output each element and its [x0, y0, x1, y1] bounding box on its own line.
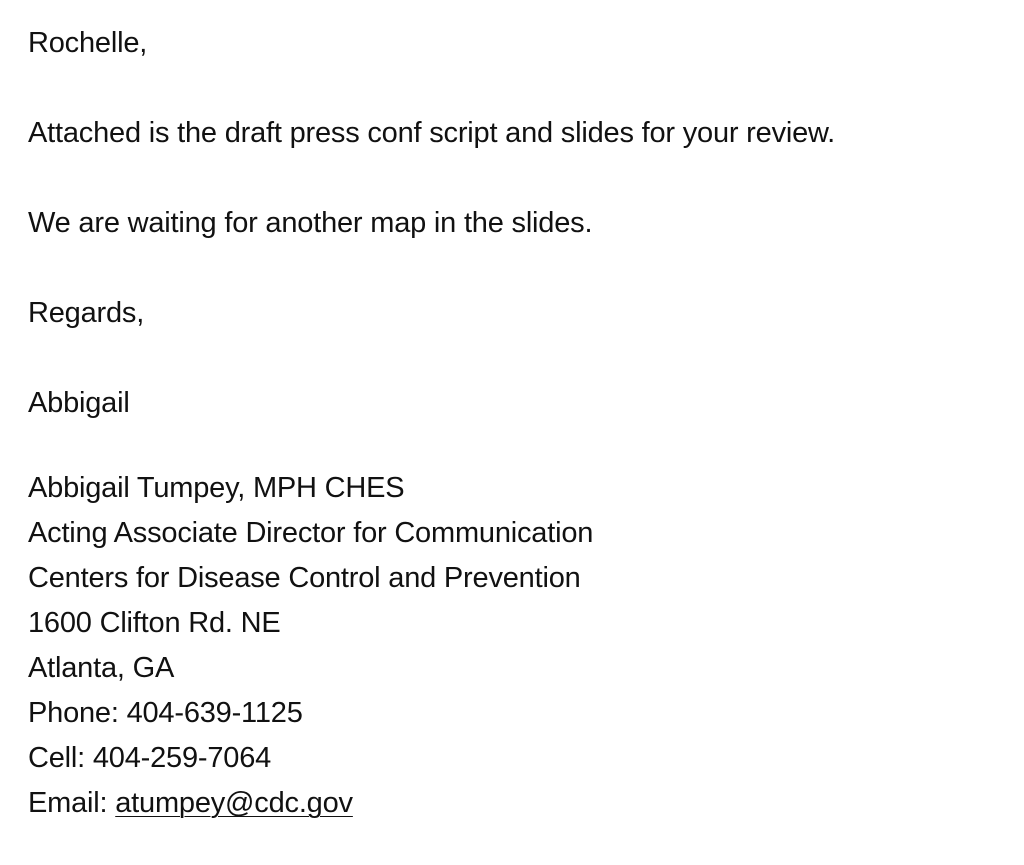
- signature-name-title: Abbigail Tumpey, MPH CHES: [28, 472, 405, 504]
- signature-street: 1600 Clifton Rd. NE: [28, 607, 281, 639]
- signature-city: Atlanta, GA: [28, 652, 175, 684]
- signature-email: [28, 781, 1008, 826]
- email-body: [28, 18, 1008, 826]
- signature-block: [28, 466, 1008, 826]
- body-paragraph-attachment: Attached is the draft press conf script and slides for your review.: [28, 117, 836, 149]
- signature-email-label: Email:: [28, 787, 116, 819]
- email-address-link[interactable]: atumpey@cdc.gov: [115, 787, 353, 819]
- signature-organization: Centers for Disease Control and Prevention: [28, 562, 581, 594]
- signature-phone: Phone: 404-639-1125: [28, 697, 303, 729]
- sender-first-name: Abbigail: [28, 387, 130, 419]
- body-paragraph-waiting: We are waiting for another map in the slides.: [28, 207, 593, 239]
- signature-position: Acting Associate Director for Communication: [28, 517, 594, 549]
- signature-cell: Cell: 404-259-7064: [28, 742, 272, 774]
- salutation: Rochelle,: [28, 27, 148, 59]
- closing: Regards,: [28, 297, 145, 329]
